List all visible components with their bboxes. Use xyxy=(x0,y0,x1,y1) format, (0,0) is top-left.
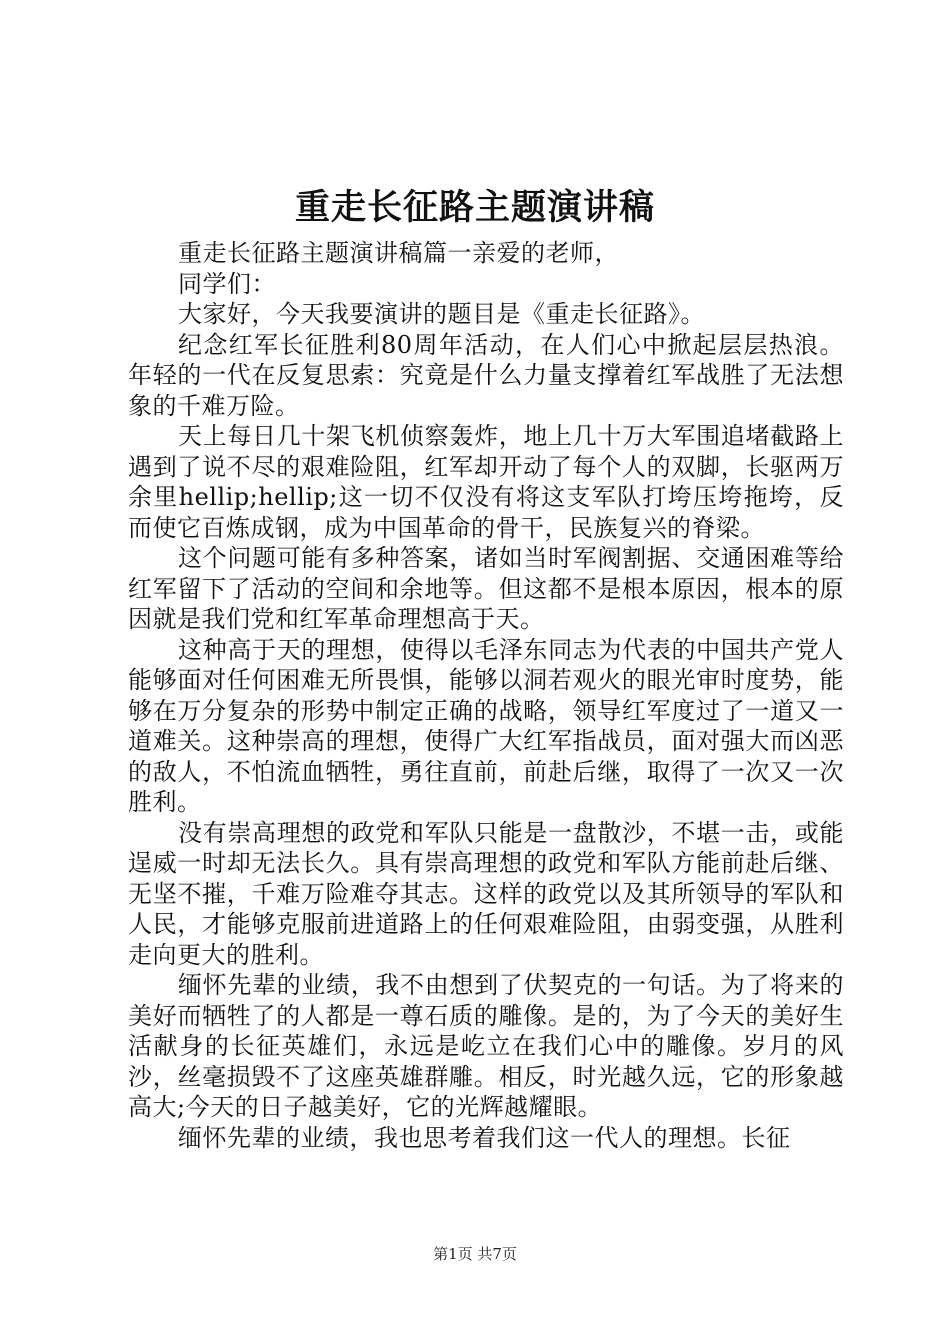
paragraph: 同学们： xyxy=(178,269,276,298)
paragraph: 天上每日几十架飞机侦察轰炸，地上几十万大军围追堵截路上遇到了说不尽的艰难险阻，红军却开动了每个人的双脚，长驱两万余里hellip;hellip;这一切不仅没有将这支军队打垮压垮拖垮，反而使它百炼成钢，成为中国革命的骨干，民族复兴的脊梁。 xyxy=(128,422,844,542)
paragraph: 重走长征路主题演讲稿篇一亲爱的老师， xyxy=(178,239,619,267)
page-number-footer: 第1页 共7页 xyxy=(433,1245,517,1263)
paragraph: 大家好，今天我要演讲的题目是《重走长征路》。 xyxy=(178,300,705,328)
paragraph: 纪念红军长征胜利80周年活动，在人们心中掀起层层热浪。年轻的一代在反复思索：究竟是什么力量支撑着红军战胜了无法想象的千难万险。 xyxy=(128,330,844,420)
paragraph: 缅怀先辈的业绩，我也思考着我们这一代人的理想。长征 xyxy=(178,1123,791,1152)
paragraph: 缅怀先辈的业绩，我不由想到了伏契克的一句话。为了将来的美好而牺牲了的人都是一尊石质的雕像。是的，为了今天的美好生活献身的长征英雄们，永远是屹立在我们心中的雕像。岁月的风沙，丝毫损毁不了这座英雄群雕。相反，时光越久远，它的形象越高大;今天的日子越美好，它的光辉越耀眼。 xyxy=(128,971,844,1121)
paragraph: 这个问题可能有多种答案，诸如当时军阀割据、交通困难等给红军留下了活动的空间和余地等。但这都不是根本原因，根本的原因就是我们党和红军革命理想高于天。 xyxy=(128,544,844,633)
document-body xyxy=(128,238,844,1153)
paragraph: 这种高于天的理想，使得以毛泽东同志为代表的中国共产党人能够面对任何困难无所畏惧，能够以洞若观火的眼光审时度势，能够在万分复杂的形势中制定正确的战略，领导红军度过了一道又一道难关。这种崇高的理想，使得广大红军指战员，面对强大而凶恶的敌人，不怕流血牺牲，勇往直前，前赴后继，取得了一次又一次胜利。 xyxy=(128,635,844,816)
paragraph: 没有崇高理想的政党和军队只能是一盘散沙，不堪一击，或能逞威一时却无法长久。具有崇高理想的政党和军队方能前赴后继、无坚不摧，千难万险难夺其志。这样的政党以及其所领导的军队和人民，才能够克服前进道路上的任何艰难险阻，由弱变强，从胜利走向更大的胜利。 xyxy=(128,818,844,969)
document-title: 重走长征路主题演讲稿 xyxy=(294,188,655,228)
